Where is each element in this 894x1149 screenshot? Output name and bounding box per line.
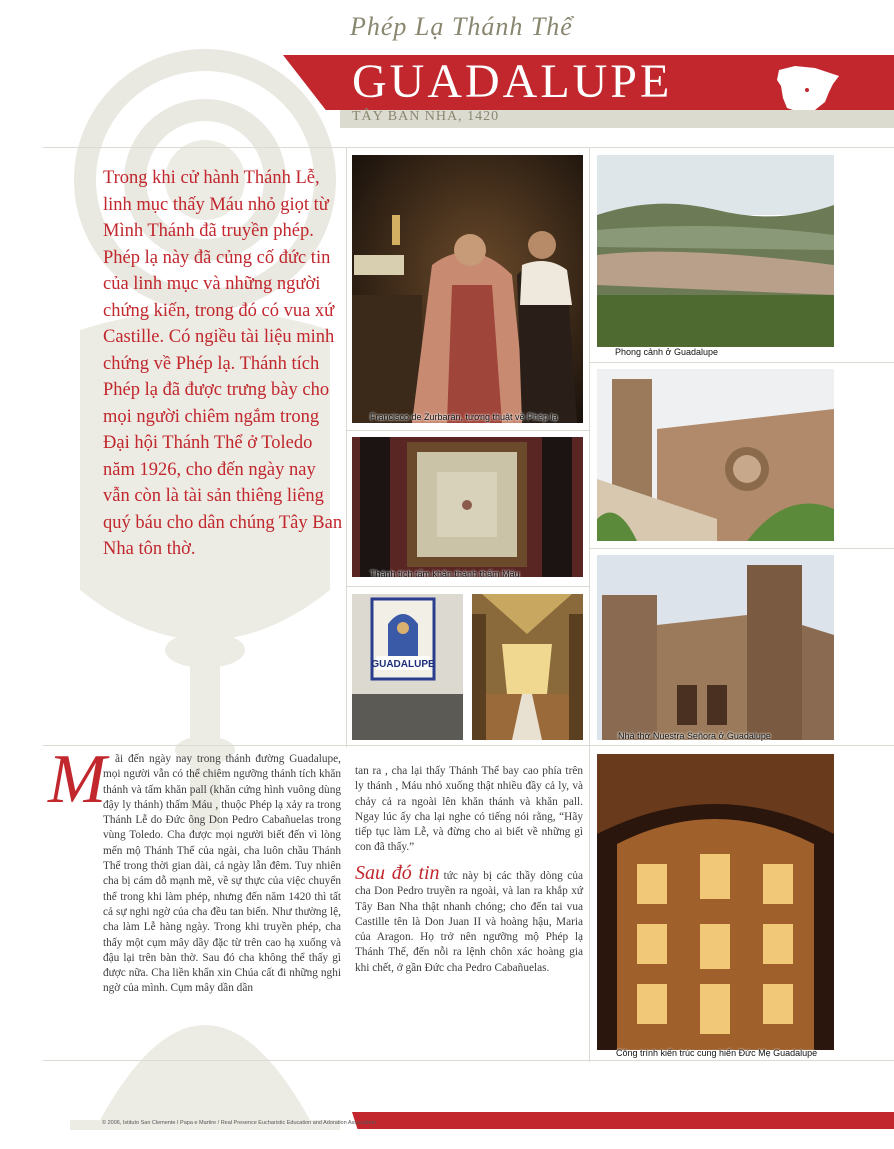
divider bbox=[589, 147, 590, 1062]
dropcap: M bbox=[48, 741, 107, 818]
copyright: © 2006, Istituto San Clemente I Papa e Martire / Real Presence Eucharistic Education and Adoration Association bbox=[102, 1120, 377, 1126]
divider bbox=[346, 147, 347, 747]
body-column-2-continued bbox=[355, 862, 583, 976]
caption-relic: Thánh tích tấm khăn thánh thấm Máu bbox=[370, 569, 520, 579]
lead-in: Sau đó tin bbox=[355, 862, 440, 884]
body-column-1: ãi đến ngày nay trong thánh đường Guadalupe, mọi người vẫn có thể chiêm ngưỡng thánh tích khăn thánh và tấm khăn pall (khăn cứng hình vuông dùng đậy ly thánh) thấm Máu , thuộc Phép lạ xảy ra trong Thánh Lễ do Đức ông Don Pedro Cabañuelas trong vùng Toledo. Cha được mọi người biết đến vì lòng mến mộ Thánh Thể của ngài, cha luôn chầu Thánh Thể trong thời gian dài, cả ngày lẫn đêm. Tuy nhiên cha bị cám dỗ mạnh mẽ, về sự thực của việc chuyển thể trong khi làm phép, nhưng đến năm 1420 thì tất cả sự nghi ngờ của cha đều tan biến. Như thường lệ, cha làm Lễ hàng ngày. Trong khi truyền phép, cha thấy một cụm mây dầy đặc từ trên cao hạ xuống và đậu lại trên bàn thờ. Sau đó cha không thể thấy gì được nữa. Cha liền khẩn xin Chúa cất đi những nghi ngờ của mình. Cụm mây dần dần bbox=[103, 753, 341, 995]
footer-band bbox=[352, 1112, 894, 1129]
relic-cloth-image bbox=[352, 437, 583, 577]
landscape-image bbox=[597, 155, 834, 347]
body-column-2b-text: tức này bị các thầy dòng của cha Don Pedro truyền ra ngoài, và lan ra khắp xứ Tây Ban Nha thật nhanh chóng; cho đến tai vua Castille tên là Don Juan II và hoàng hậu, Maria của Aragon. Họ trở nên ngưỡng mộ Phép lạ Thánh Thể, đến nỗi ra lệnh chôn xác hoàng gia khi chết, ở gần Đức cha Pedro Cabañuelas. bbox=[355, 870, 583, 974]
body-column-2: tan ra , cha lại thấy Thánh Thể bay cao phía trên ly thánh , Máu nhỏ xuống thật nhiều đầy cả ly, và chảy cả ra ngoài lên khăn thánh và khăn pall. Ngay lúc ấy cha lại nghe có tiếng nói rằng, “Hãy tiếp tục làm Lễ, và đừng cho ai biết về những gì con đã thấy.” bbox=[355, 765, 583, 854]
page-kicker: Phép Lạ Thánh Thể bbox=[350, 12, 573, 41]
caption-dome: Công trình kiến trúc cung hiến Đức Mẹ Guadalupe bbox=[616, 1048, 818, 1058]
cathedral-image bbox=[597, 555, 834, 740]
guadalupe-tile-image bbox=[352, 594, 463, 740]
dome-architecture-image bbox=[597, 754, 834, 1050]
monastery-cloister-image bbox=[597, 369, 834, 541]
divider bbox=[346, 430, 589, 431]
page-title: GUADALUPE bbox=[352, 55, 673, 108]
divider bbox=[43, 745, 894, 746]
intro-paragraph: Trong khi cử hành Thánh Lễ, linh mục thấy Máu nhỏ giọt từ Mình Thánh đã truyền phép. Phép lạ này đã củng cố đức tin của linh mục và những người chứng kiến, trong đó có vua xứ Castille. Có ngiều tài liệu minh chứng về Phép lạ. Thánh tích Phép lạ đã được trưng bày cho mọi người chiêm ngắm trong Đại hội Thánh Thể ở Toledo năm 1926, cho đến ngày nay vẫn còn là tài sản thiêng liêng quý báu cho dân chúng Tây Ban Nha tôn thờ. bbox=[103, 168, 343, 559]
divider bbox=[589, 362, 894, 363]
caption-zurbaran: Francisco de Zurbarán, tương thuật về Phép lạ bbox=[370, 412, 558, 422]
caption-landscape: Phong cảnh ở Guadalupe bbox=[615, 347, 718, 357]
divider bbox=[43, 147, 894, 148]
tile-text: GUADALUPE bbox=[371, 659, 435, 670]
church-interior-image bbox=[472, 594, 583, 740]
zurbaran-painting-image bbox=[352, 155, 583, 423]
divider bbox=[346, 586, 589, 587]
page-subtitle: TÂY BAN NHA, 1420 bbox=[352, 109, 500, 124]
divider bbox=[589, 548, 894, 549]
caption-cathedral: Nhà thờ Nuestra Señora ở Guadalupe bbox=[618, 731, 771, 741]
divider bbox=[43, 1060, 894, 1061]
